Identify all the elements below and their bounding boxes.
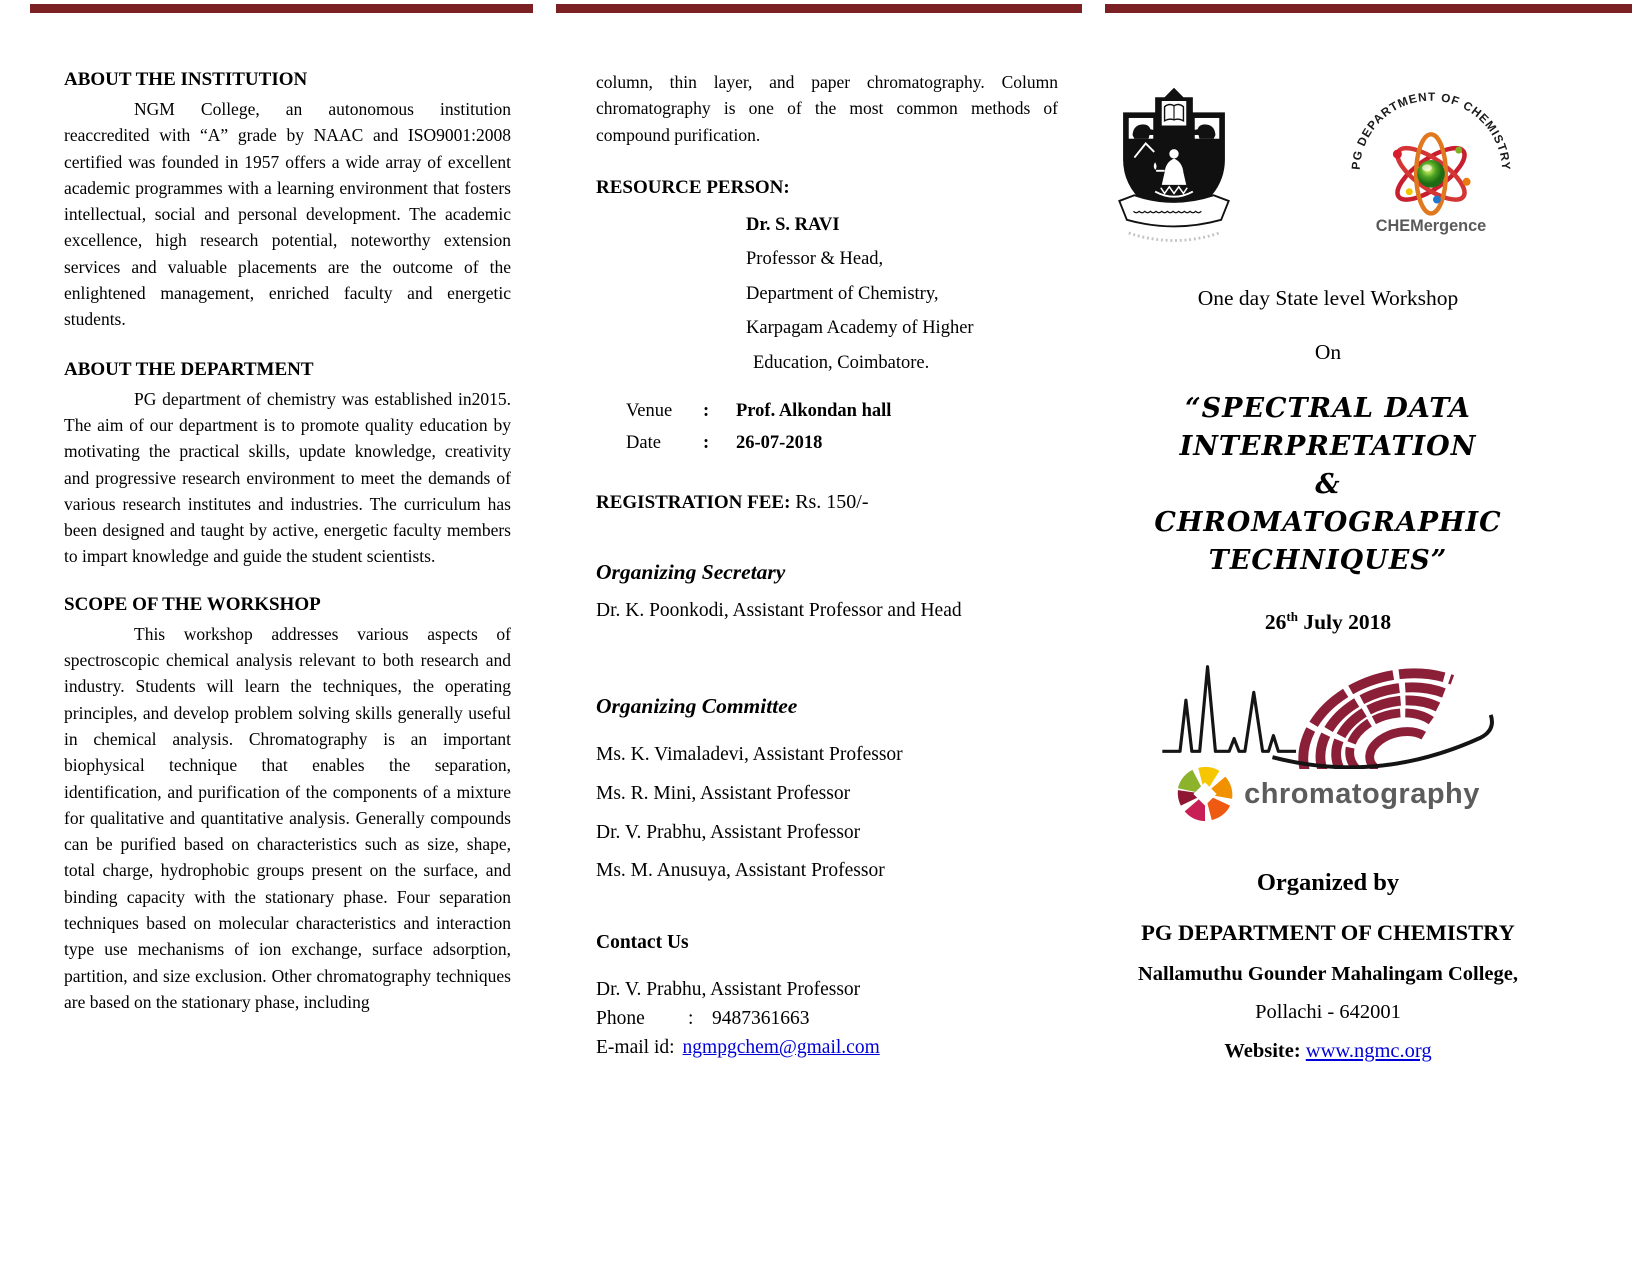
contact-person: Dr. V. Prabhu, Assistant Professor (596, 979, 861, 1001)
email-row (596, 1033, 1058, 1062)
workshop-line-1: One day State level Workshop (1197, 286, 1459, 310)
heading-scope-of-workshop: SCOPE OF THE WORKSHOP (64, 593, 321, 615)
organizing-secretary-name: Dr. K. Poonkodi, Assistant Professor and Head (596, 599, 962, 621)
email-link[interactable]: ngmpgchem@gmail.com (682, 1037, 880, 1059)
right-panel (1078, 72, 1578, 1063)
website-label: Website: (1224, 1040, 1301, 1063)
website-row (1078, 1040, 1578, 1063)
email-label: E-mail id: (596, 1037, 675, 1059)
body-about-institution: NGM College, an autonomous institution reaccredited with “A” grade by NAAC and ISO9001:2008 certified was founded in 1957 offers a wide array of excellent academic programmes with a learning environment that fosters intellectual, social and personal development. The academic excellence, high research potential, noteworthy extension services and valuable placements are the outcome of the enlightened management, enriched faculty and energetic students. (64, 99, 511, 330)
phone-label: Phone (596, 1008, 645, 1030)
date-label: Date (626, 432, 661, 453)
venue-colon: : (703, 400, 710, 421)
registration-fee-row (596, 491, 1058, 514)
chemergence-caption: CHEMergence (1375, 217, 1487, 236)
heading-contact-us: Contact Us (596, 932, 689, 954)
fold-accent-bar-left (30, 4, 533, 13)
resource-person-line: Education, Coimbatore. (753, 352, 930, 373)
website-link[interactable]: www.ngmc.org (1305, 1040, 1432, 1063)
chromatography-logo (1078, 651, 1578, 823)
body-scope-of-workshop: This workshop addresses various aspects of spectroscopic chemical analysis relevant to both research and industry. Students will learn the techniques, the operating principles, and develop problem solving skills generally useful in chemical analysis. Chromatography is an important biophysical technique that enables the separation, identification, and purification of the components of a mixture for qualitative and quantitative analysis. Generally compounds can be purified based on characteristics such as size, shape, total charge, hydrophobic groups present on the surface, and binding capacity with the stationary phase. Four separation techniques based on molecular characteristics and interaction type use mechanisms of ion exchange, surface adsorption, partition, and size exclusion. Other chromatography techniques are based on the stationary phase, including (64, 623, 511, 1012)
pinwheel-icon (1176, 765, 1234, 823)
logo-row (1078, 72, 1578, 246)
committee-member: Ms. K. Vimaladevi, Assistant Professor (596, 743, 903, 765)
college-name: Nallamuthu Gounder Mahalingam College, (1137, 963, 1519, 986)
date-row (626, 433, 1058, 454)
phone-colon: : (688, 1008, 694, 1030)
heading-about-institution: ABOUT THE INSTITUTION (64, 69, 308, 90)
venue-row (626, 401, 1058, 422)
ngm-college-crest-icon (1108, 84, 1240, 250)
left-panel (64, 69, 511, 1015)
workshop-title (1078, 390, 1578, 580)
resource-person-block (746, 208, 1058, 380)
title-line: & (1315, 469, 1341, 500)
title-line: “SPECTRAL DATA (1185, 393, 1471, 424)
title-line: TECHNIQUES” (1208, 545, 1448, 576)
resource-person-name: Dr. S. RAVI (746, 214, 840, 235)
atom-icon (1390, 134, 1472, 213)
registration-fee-label: REGISTRATION FEE: (596, 491, 791, 513)
dept-arc-text: PG DEPARTMENT OF CHEMISTRY (1348, 89, 1514, 172)
venue-value: Prof. Alkondan hall (736, 400, 892, 421)
organizing-committee-list (596, 736, 1058, 891)
workshop-line-2: On (1314, 340, 1342, 364)
workshop-date: 26th July 2018 (1264, 609, 1392, 635)
chromatography-wordmark (1078, 765, 1578, 823)
body-about-department: PG department of chemistry was established in2015. The aim of our department is to promote quality education by motivating the practical skills, update knowledge, creativity and progressive research environment to meet the demands of various research institutes and industries. The curriculum has been designed and taught by active, energetic faculty members to impart knowledge and guide the student scientists. (64, 388, 511, 567)
heading-about-department: ABOUT THE DEPARTMENT (64, 358, 314, 380)
college-place: Pollachi - 642001 (1255, 1001, 1401, 1024)
heading-organizing-committee: Organizing Committee (596, 693, 798, 718)
fold-accent-bar-middle (556, 4, 1082, 13)
resource-person-line: Professor & Head, (746, 249, 884, 270)
resource-person-line: Department of Chemistry, (746, 283, 939, 304)
venue-label: Venue (626, 400, 673, 421)
chromatogram-peaks-icon (1156, 651, 1501, 769)
chromatography-caption: chromatography (1244, 777, 1480, 810)
chemergence-logo-icon (1342, 84, 1520, 238)
resource-person-line: Karpagam Academy of Higher (746, 318, 974, 339)
middle-panel (596, 69, 1058, 1062)
heading-resource-person: RESOURCE PERSON: (596, 176, 790, 198)
svg-text:PG DEPARTMENT OF CHEMISTRY (1349, 90, 1514, 172)
registration-fee-value: Rs. 150/- (795, 490, 869, 513)
committee-member: Dr. V. Prabhu, Assistant Professor (596, 821, 861, 843)
committee-member: Ms. R. Mini, Assistant Professor (596, 782, 851, 804)
phone-row (596, 1004, 1058, 1033)
title-line: CHROMATOGRAPHIC (1154, 507, 1502, 538)
phone-value: 9487361663 (712, 1008, 810, 1030)
heading-organizing-secretary: Organizing Secretary (596, 559, 786, 584)
department-name: PG DEPARTMENT OF CHEMISTRY (1141, 920, 1515, 946)
date-colon: : (703, 432, 710, 453)
title-line: INTERPRETATION (1179, 431, 1477, 462)
committee-member: Ms. M. Anusuya, Assistant Professor (596, 860, 885, 882)
fold-accent-bar-right (1105, 4, 1632, 13)
date-value: 26-07-2018 (736, 432, 823, 453)
organized-by: Organized by (1256, 869, 1400, 897)
body-scope-continuation: column, thin layer, and paper chromatography. Column chromatography is one of the most common methods of compound purification. (596, 72, 1058, 145)
